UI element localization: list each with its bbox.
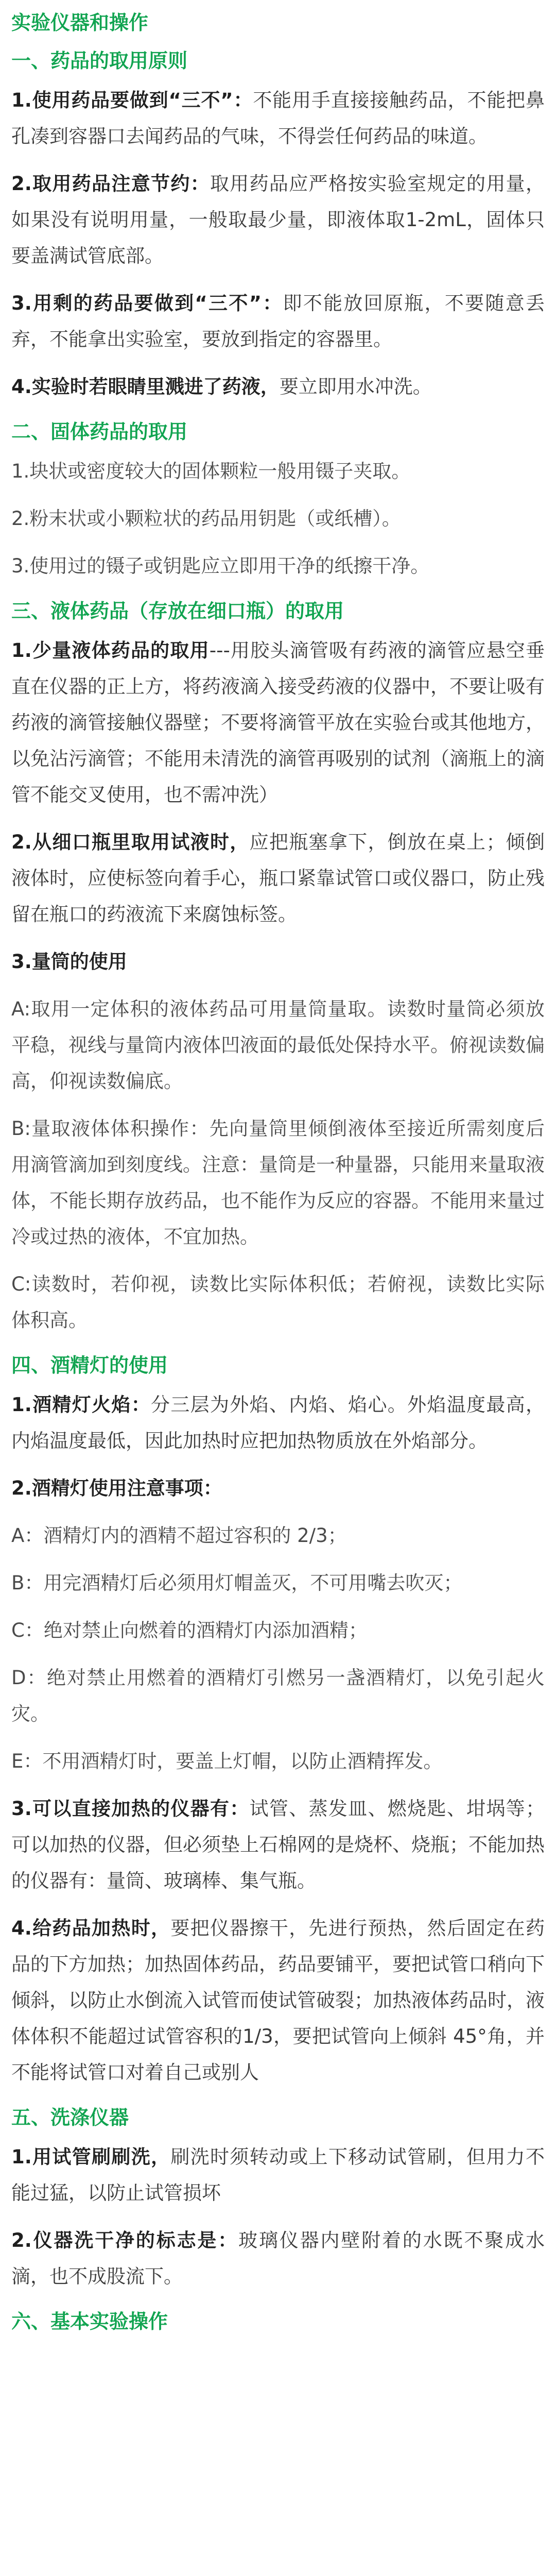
- paragraph-text: 即不能放回原瓶，不要随意丢弃，不能拿出实验室，要放到指定的容器里。: [11, 292, 545, 350]
- paragraph-text: 不能用手直接接触药品，不能把鼻孔凑到容器口去闻药品的气味，不得尝任何药品的味道。: [11, 89, 545, 147]
- paragraph-lead: 2.取用药品注意节约：: [11, 173, 210, 195]
- paragraph-text: 1.块状或密度较大的固体颗粒一般用镊子夹取。: [11, 460, 411, 482]
- paragraph: [11, 1111, 545, 1255]
- paragraph-text: A：酒精灯内的酒精不超过容积的 2/3；: [11, 1524, 347, 1547]
- paragraph-lead: 2.仪器洗干净的标志是：: [11, 2229, 239, 2251]
- paragraph-lead: 1.酒精灯火焰：: [11, 1394, 151, 1416]
- paragraph-text: 玻璃仪器内壁附着的水既不聚成水滴，也不成股流下。: [11, 2229, 545, 2287]
- paragraph: [11, 991, 545, 1099]
- page-title: 实验仪器和操作: [11, 11, 149, 34]
- paragraph: [11, 1387, 545, 1459]
- paragraph-lead: 1.使用药品要做到“三不”：: [11, 89, 253, 111]
- paragraph-lead: 2.从细口瓶里取用试液时，: [11, 831, 250, 853]
- paragraph: [11, 82, 545, 155]
- paragraph: [11, 453, 545, 489]
- paragraph-lead: 4.给药品加热时，: [11, 1917, 171, 1939]
- section-heading: 六、基本实验操作: [11, 2310, 168, 2333]
- section-heading: 四、酒精灯的使用: [11, 1354, 168, 1377]
- paragraph: [11, 501, 545, 537]
- paragraph-text: 应把瓶塞拿下，倒放在桌上；倾倒液体时，应使标签向着手心，瓶口紧靠试管口或仪器口，防止残留在瓶口的药液流下来腐蚀标签。: [11, 831, 545, 925]
- paragraph: [11, 1518, 545, 1554]
- section-heading: 二、固体药品的取用: [11, 420, 188, 443]
- paragraph: [11, 369, 545, 405]
- paragraph-text: D：绝对禁止用燃着的酒精灯引燃另一盏酒精灯，以免引起火灾。: [11, 1667, 545, 1725]
- paragraph-text: E：不用酒精灯时，要盖上灯帽，以防止酒精挥发。: [11, 1750, 443, 1772]
- paragraph: [11, 2139, 545, 2211]
- paragraph: [11, 1266, 545, 1338]
- paragraph: [11, 633, 545, 813]
- section-heading: 五、洗涤仪器: [11, 2106, 129, 2129]
- paragraph-lead: 3.可以直接加热的仪器有：: [11, 1798, 250, 1820]
- paragraph: [11, 1565, 545, 1601]
- paragraph: [11, 548, 545, 584]
- paragraph: [11, 824, 545, 933]
- paragraph: [11, 1791, 545, 1899]
- section-heading: 一、药品的取用原则: [11, 49, 188, 72]
- section-heading: 三、液体药品（存放在细口瓶）的取用: [11, 600, 344, 622]
- paragraph: [11, 1660, 545, 1732]
- paragraph-text: B:量取液体体积操作：先向量筒里倾倒液体至接近所需刻度后用滴管滴加到刻度线。注意：量筒是一种量器，只能用来量取液体，不能长期存放药品，也不能作为反应的容器。不能用来量过冷或过热的液体，不宜加热。: [11, 1117, 545, 1248]
- paragraph-text: 刷洗时须转动或上下移动试管刷，但用力不能过猛，以防止试管损坏: [11, 2146, 545, 2204]
- paragraph: [11, 285, 545, 358]
- paragraph: [11, 1743, 545, 1780]
- paragraph-text: 2.粉末状或小颗粒状的药品用钥匙（或纸槽）。: [11, 507, 401, 530]
- paragraph-lead: 4.实验时若眼睛里溅进了药液，: [11, 376, 280, 398]
- paragraph-text: ---用胶头滴管吸有药液的滴管应悬空垂直在仪器的正上方，将药液滴入接受药液的仪器中，不要让吸有药液的滴管接触仪器壁；不要将滴管平放在实验台或其他地方，以免沾污滴管；不能用未清洗的滴管再吸别的试剂（滴瓶上的滴管不能交叉使用，也不需冲洗）: [11, 639, 545, 806]
- paragraph: [11, 166, 545, 274]
- paragraph-lead: 2.酒精灯使用注意事项：: [11, 1477, 222, 1499]
- paragraph-text: 3.使用过的镊子或钥匙应立即用干净的纸擦干净。: [11, 555, 430, 577]
- paragraph-text: A:取用一定体积的液体药品可用量筒量取。读数时量筒必须放平稳，视线与量筒内液体凹液面的最低处保持水平。俯视读数偏高，仰视读数偏底。: [11, 998, 545, 1092]
- paragraph-text: C:读数时，若仰视，读数比实际体积低；若俯视，读数比实际体积高。: [11, 1273, 545, 1331]
- paragraph: [11, 944, 545, 980]
- paragraph-lead: 3.量筒的使用: [11, 951, 127, 973]
- paragraph-text: B：用完酒精灯后必须用灯帽盖灭，不可用嘴去吹灭；: [11, 1572, 463, 1594]
- paragraph: [11, 2223, 545, 2295]
- paragraph: [11, 1613, 545, 1649]
- paragraph-text: C：绝对禁止向燃着的酒精灯内添加酒精；: [11, 1619, 368, 1641]
- paragraph-text: 要把仪器擦干，先进行预热，然后固定在药品的下方加热；加热固体药品，药品要铺平，要把试管口稍向下倾斜，以防止水倒流入试管而使试管破裂；加热液体药品时，液体体积不能超过试管容积的1/3，要把试管向上倾斜 45°角，并不能将试管口对着自己或别人: [11, 1917, 545, 2083]
- paragraph-text: 分三层为外焰、内焰、焰心。外焰温度最高，内焰温度最低，因此加热时应把加热物质放在外焰部分。: [11, 1394, 545, 1452]
- paragraph-lead: 1.用试管刷刷洗，: [11, 2146, 171, 2168]
- paragraph-lead: 3.用剩的药品要做到“三不”：: [11, 292, 283, 314]
- paragraph-text: 取用药品应严格按实验室规定的用量，如果没有说明用量，一般取最少量，即液体取1-2mL，固体只要盖满试管底部。: [11, 173, 545, 267]
- paragraph-text: 要立即用水冲洗。: [279, 376, 432, 398]
- paragraph-lead: 1.少量液体药品的取用: [11, 639, 210, 662]
- sections-container: [11, 45, 545, 2337]
- paragraph-text: 试管、蒸发皿、燃烧匙、坩埚等；可以加热的仪器，但必须垫上石棉网的是烧杯、烧瓶；不能加热的仪器有：量筒、玻璃棒、集气瓶。: [11, 1798, 545, 1892]
- paragraph: [11, 1470, 545, 1506]
- paragraph: [11, 1910, 545, 2091]
